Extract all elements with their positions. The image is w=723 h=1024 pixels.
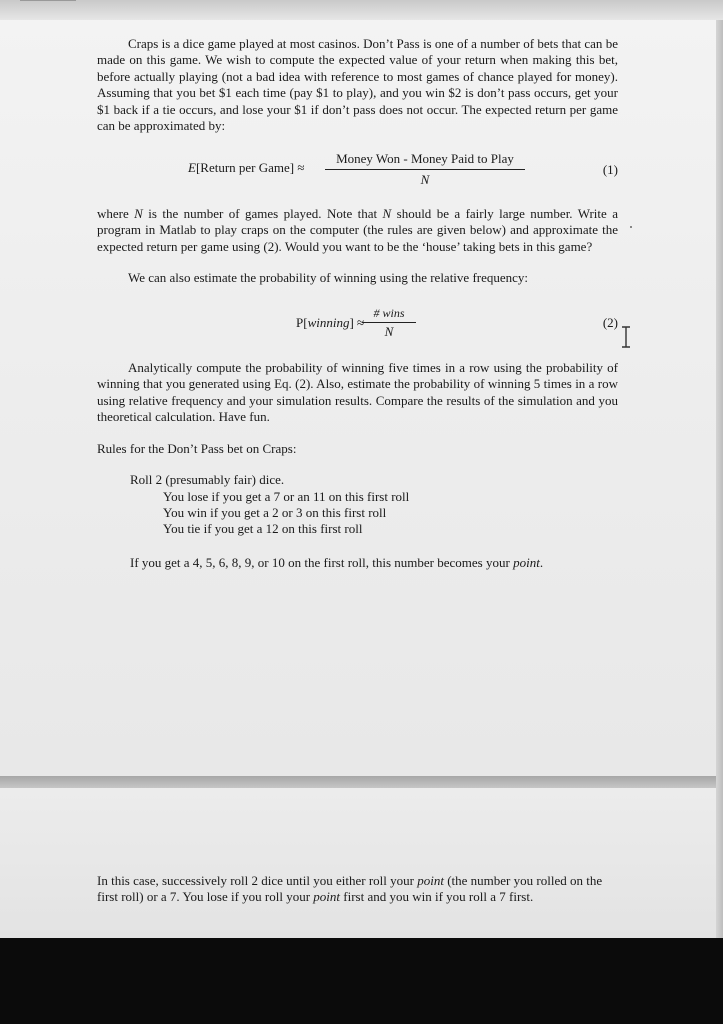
analytic-paragraph: Analytically compute the probability of winning five times in a row using the probability of winning that you generated using Eq. (2). Also, estimate the probability of winning 5 times in a row using relative frequency and your simulation results. Compare the results of the simulation and you theoretical calculation. Have fun. (97, 360, 618, 425)
rule-win: You win if you get a 2 or 3 on this first roll (163, 505, 387, 520)
equation-1-denominator: N (420, 172, 430, 187)
rule-tie: You tie if you get a 12 on this first roll (163, 521, 363, 536)
equation-1-numerator: Money Won - Money Paid to Play (325, 151, 525, 170)
equation-2-fraction (362, 306, 416, 340)
second-page-paragraph: In this case, successively roll 2 dice until you either roll your point (the number you rolled on the first roll) or a 7. You lose if you roll your point first and you win if you roll a 7 first. (97, 873, 603, 905)
stray-dot (630, 226, 632, 228)
equation-1-number: (1) (602, 162, 618, 177)
where-paragraph: where N is the number of games played. Note that N should be a fairly large number. Write a program in Matlab to play craps on the computer (the rules are given below) and approximate the expected return per game using (2). Would you want to be the ‘house’ taking bets in this game? (97, 206, 618, 254)
monitor-top-bar (0, 0, 723, 20)
equation-1-fraction (325, 151, 525, 188)
equation-1-lhs: E[Return per Game] ≈ (188, 160, 305, 175)
roll-instruction: Roll 2 (presumably fair) dice. (130, 472, 285, 487)
document-edge (716, 20, 723, 938)
equation-2-number: (2) (602, 315, 618, 330)
document-page-2 (0, 788, 723, 938)
intro-paragraph: Craps is a dice game played at most casinos. Don’t Pass is one of a number of bets that can be made on this game. We wish to compute the expected value of your return when making this bet, before actually playing (not a bad idea with reference to most games of chance played for money). Assuming that you bet $1 each time (pay $1 to play), and you win $2 is don’t pass occurs, get your $1 back if a tie occurs, and lose your $1 if don’t pass does not occur. The expected return per game can be approximated by: (97, 36, 618, 134)
monitor-bezel (0, 938, 723, 1024)
equation-expected-return (188, 151, 618, 191)
equation-2-numerator: # wins (362, 306, 416, 323)
text-cursor-icon (620, 326, 632, 348)
equation-probability-winning (296, 306, 618, 342)
page-gap (0, 776, 723, 788)
rules-heading: Rules for the Don’t Pass bet on Craps: (97, 441, 297, 456)
point-paragraph: If you get a 4, 5, 6, 8, 9, or 10 on the first roll, this number becomes your point. (130, 555, 544, 570)
equation-2-denominator: N (384, 324, 394, 339)
relative-frequency-paragraph: We can also estimate the probability of winning using the relative frequency: (128, 270, 529, 285)
rule-lose: You lose if you get a 7 or an 11 on this first roll (163, 489, 410, 504)
equation-2-lhs: P[winning] ≈ (296, 315, 365, 330)
